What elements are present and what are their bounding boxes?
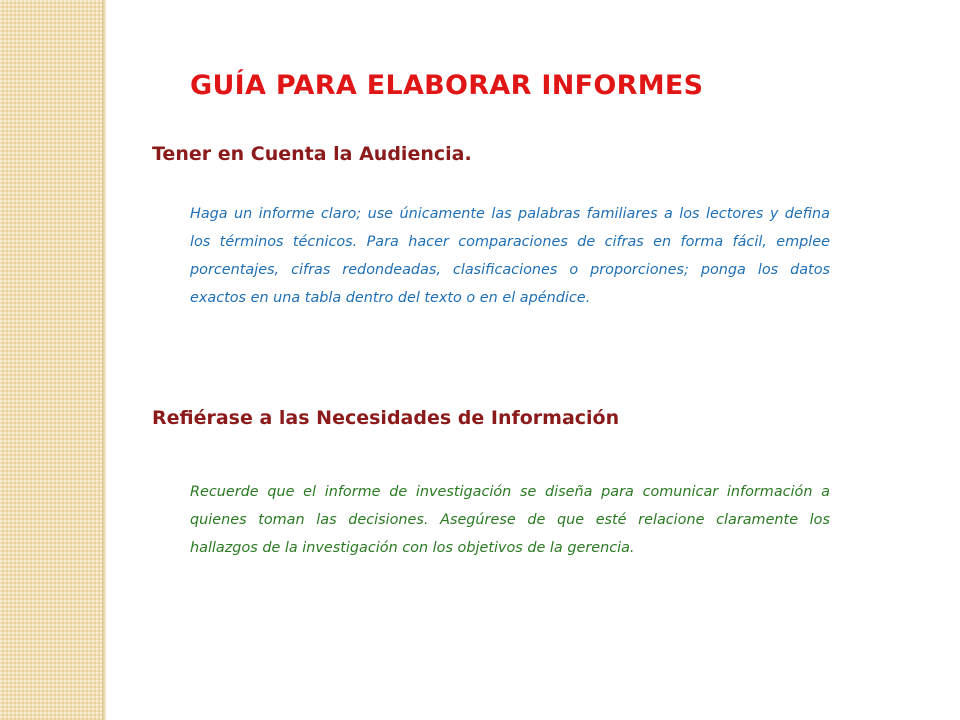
section-body-audience: Haga un informe claro; use únicamente las palabras familiares a los lectores y defina los términos técnicos. Para hacer comparaciones de cifras en forma fácil, emplee porcentajes, cifras redondeadas, clasificaciones o proporciones; ponga los datos exactos en una tabla dentro del texto o en el apéndice. [190, 206, 830, 306]
section-heading-audience: Tener en Cuenta la Audiencia. [152, 143, 472, 165]
slide-title: GUÍA PARA ELABORAR INFORMES [190, 70, 704, 101]
side-band-edge [102, 0, 106, 720]
decorative-side-band [0, 0, 102, 720]
section-heading-information-needs: Refiérase a las Necesidades de Información [152, 407, 620, 429]
section-body-information-needs: Recuerde que el informe de investigación se diseña para comunicar información a quienes toman las decisiones. Asegúrese de que esté relacione claramente los hallazgos de la investigación con los objetivos de la gerencia. [190, 484, 830, 556]
